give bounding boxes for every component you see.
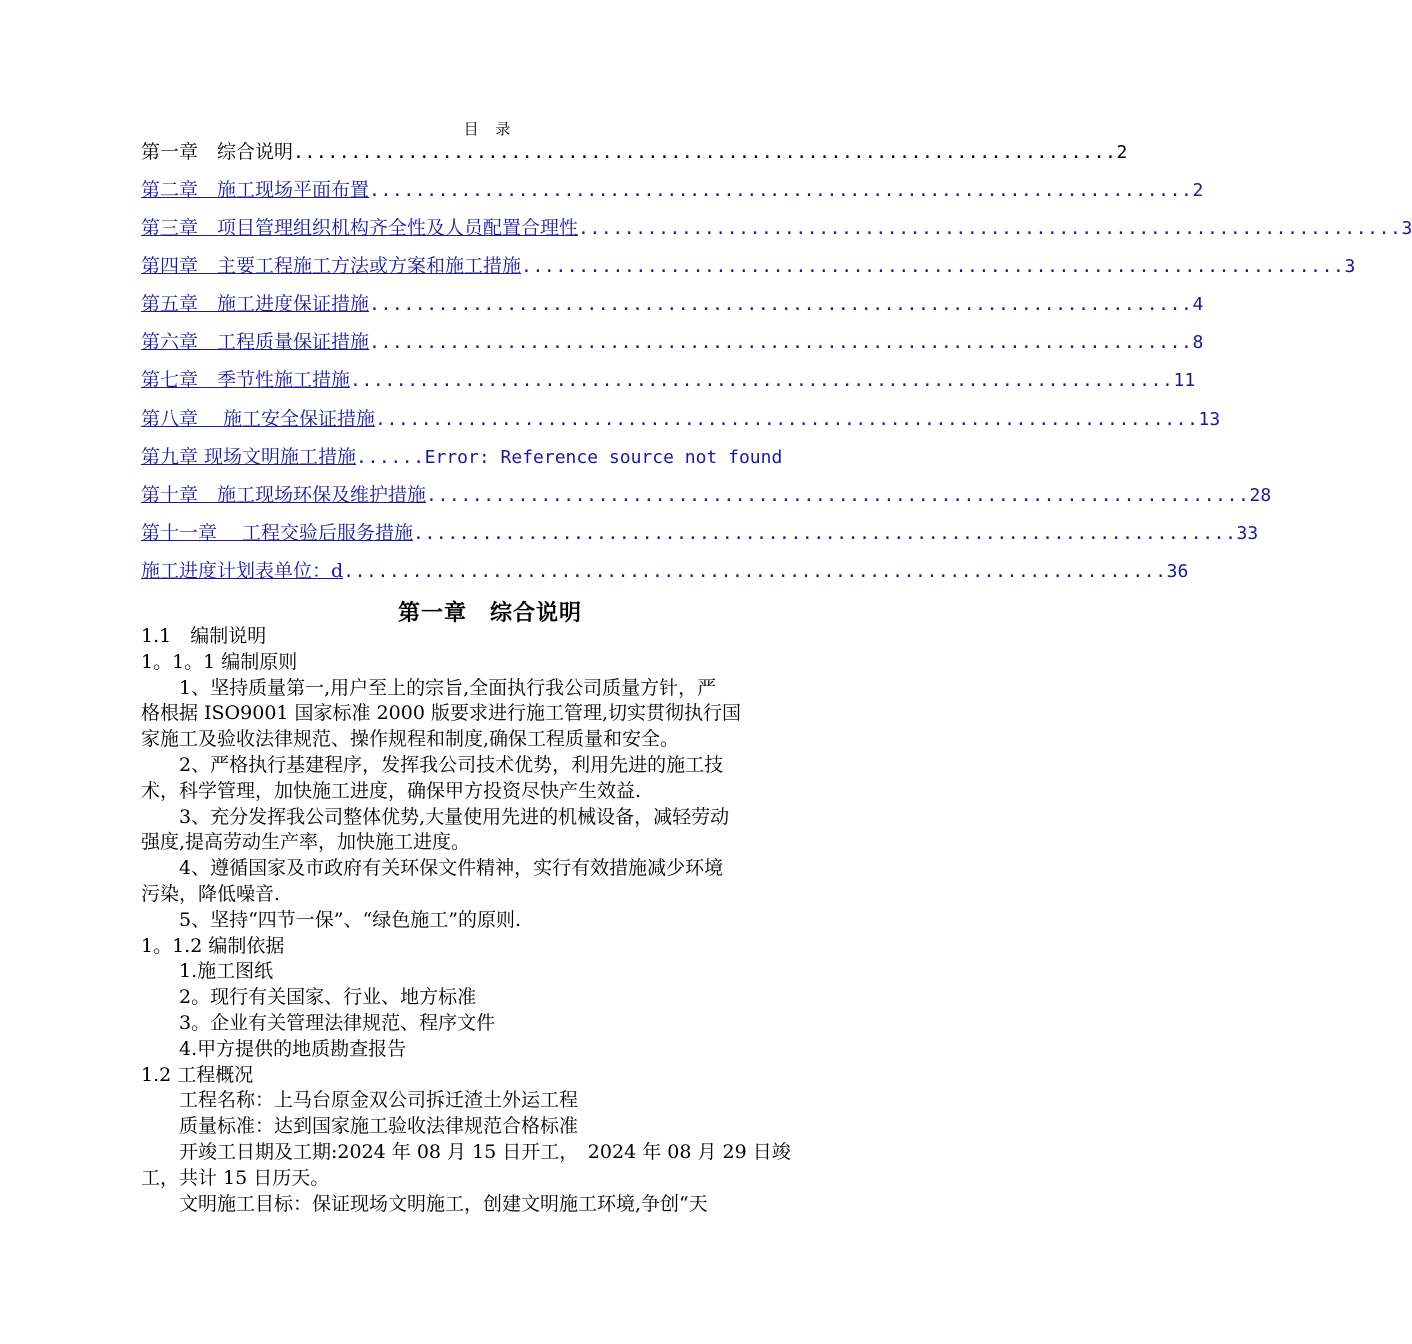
- paragraph-line: 污染，降低噪音.: [141, 882, 281, 905]
- paragraph-line: 工，共计 15 日历天。: [141, 1166, 330, 1189]
- paragraph-line: 质量标准：达到国家施工验收法律规范合格标准: [179, 1115, 579, 1138]
- toc-entry-11[interactable]: [141, 518, 1259, 556]
- toc-entry-1[interactable]: [141, 137, 1128, 175]
- toc-entry-page: 4: [1192, 294, 1204, 316]
- toc-entry-page: 33: [1236, 522, 1259, 544]
- toc-leader-dots: ........................................................................: [293, 142, 1117, 163]
- toc-entry-page: Error: Reference source not found: [424, 446, 783, 468]
- toc-entry-8[interactable]: [141, 404, 1221, 442]
- toc-entry-6[interactable]: [141, 327, 1204, 365]
- chapter-title: 第一章 综合说明: [397, 600, 582, 626]
- toc-entry-page: 3: [1401, 218, 1412, 240]
- list-item: 2。现行有关国家、行业、地方标准: [179, 986, 477, 1009]
- toc-entry-page: 3: [1344, 256, 1356, 278]
- toc-entry-label: 第一章 综合说明: [141, 141, 294, 163]
- toc-leader-dots: ........................................................................: [343, 560, 1167, 582]
- toc-entry-10[interactable]: [141, 480, 1272, 518]
- list-item: 1.施工图纸: [179, 960, 274, 983]
- toc-entry-9[interactable]: [141, 442, 837, 480]
- toc-entry-label: 第十一章 工程交验后服务措施: [141, 521, 414, 544]
- toc-leader-dots: ........................................................................: [369, 180, 1193, 201]
- paragraph-line: 1、坚持质量第一,用户至上的宗旨,全面执行我公司质量方针，严: [179, 676, 717, 699]
- toc-entry-page: 11: [1173, 370, 1196, 392]
- paragraph-line: 3、充分发挥我公司整体优势,大量使用先进的机械设备，减轻劳动: [179, 805, 730, 828]
- toc-entry-label: 第六章 工程质量保证措施: [141, 331, 370, 354]
- toc-leader-dots: ......: [356, 446, 425, 468]
- toc-leader-dots: ........................................................................: [426, 484, 1250, 506]
- toc-entry-page: 13: [1198, 408, 1221, 430]
- toc-leader-dots: ........................................................................: [413, 522, 1237, 544]
- toc-title: 目 录: [463, 120, 517, 138]
- paragraph-line: 强度,提高劳动生产率，加快施工进度。: [141, 831, 471, 854]
- section-heading: 1.1 编制说明: [141, 625, 267, 647]
- toc-leader-dots: ........................................................................: [521, 256, 1345, 278]
- paragraph-line: 2、严格执行基建程序，发挥我公司技术优势，利用先进的施工技: [179, 753, 724, 776]
- toc-entry-label: 施工进度计划表单位：d: [141, 559, 344, 582]
- toc-entry-label: 第四章 主要工程施工方法或方案和施工措施: [141, 255, 522, 278]
- chapter-body: [141, 624, 841, 1217]
- list-item: 3。企业有关管理法律规范、程序文件: [179, 1011, 496, 1034]
- toc-leader-dots: ........................................................................: [369, 332, 1193, 354]
- toc-entry-label: 第九章 现场文明施工措施: [141, 445, 357, 468]
- toc-entry-label: 第三章 项目管理组织机构齐全性及人员配置合理性: [141, 217, 579, 240]
- toc-leader-dots: ........................................................................: [578, 218, 1402, 240]
- subsection-heading: 1。1.2 编制依据: [141, 934, 285, 957]
- paragraph-line: 术，科学管理，加快施工进度，确保甲方投资尽快产生效益.: [141, 779, 642, 802]
- toc-entry-label: 第五章 施工进度保证措施: [141, 293, 370, 316]
- toc-entry-page: 28: [1249, 484, 1272, 506]
- paragraph-line: 5、坚持“四节一保”、“绿色施工”的原则.: [179, 908, 521, 931]
- toc-entry-label: 第二章 施工现场平面布置: [141, 179, 370, 201]
- toc-entry-page: 8: [1192, 332, 1204, 354]
- paragraph-line: 4、遵循国家及市政府有关环保文件精神，实行有效措施减少环境: [179, 857, 724, 880]
- toc-entry-page: 2: [1116, 142, 1128, 163]
- toc-entry-label: 第十章 施工现场环保及维护措施: [141, 483, 427, 506]
- toc-entry-12[interactable]: [141, 556, 1189, 594]
- toc-entry-5[interactable]: [141, 289, 1204, 327]
- paragraph-line: 文明施工目标：保证现场文明施工，创建文明施工环境,争创“天: [179, 1192, 708, 1215]
- section-heading: 1.2 工程概况: [141, 1063, 254, 1086]
- toc-leader-dots: ........................................................................: [375, 408, 1199, 430]
- paragraph-line: 格根据 ISO9001 国家标准 2000 版要求进行施工管理,切实贯彻执行国: [141, 702, 742, 725]
- toc-entry-label: 第七章 季节性施工措施: [141, 369, 351, 392]
- table-of-contents: [141, 137, 1412, 594]
- toc-entry-page: 2: [1192, 180, 1204, 201]
- paragraph-line: 开竣工日期及工期:2024 年 08 月 15 日开工， 2024 年 08 月 29 日竣: [179, 1140, 791, 1163]
- list-item: 4.甲方提供的地质勘查报告: [179, 1037, 407, 1060]
- toc-entry-7[interactable]: [141, 365, 1196, 403]
- toc-entry-page: 36: [1166, 560, 1189, 582]
- toc-entry-2[interactable]: [141, 175, 1204, 213]
- toc-leader-dots: ........................................................................: [369, 294, 1193, 316]
- toc-entry-3[interactable]: [141, 213, 1412, 251]
- toc-entry-label: 第八章 施工安全保证措施: [141, 407, 376, 430]
- toc-entry-4[interactable]: [141, 251, 1356, 289]
- paragraph-line: 家施工及验收法律规范、操作规程和制度,确保工程质量和安全。: [141, 728, 680, 751]
- toc-leader-dots: ........................................................................: [350, 370, 1174, 392]
- subsection-heading: 1。1。1 编制原则: [141, 650, 298, 673]
- paragraph-line: 工程名称：上马台原金双公司拆迁渣土外运工程: [179, 1089, 579, 1112]
